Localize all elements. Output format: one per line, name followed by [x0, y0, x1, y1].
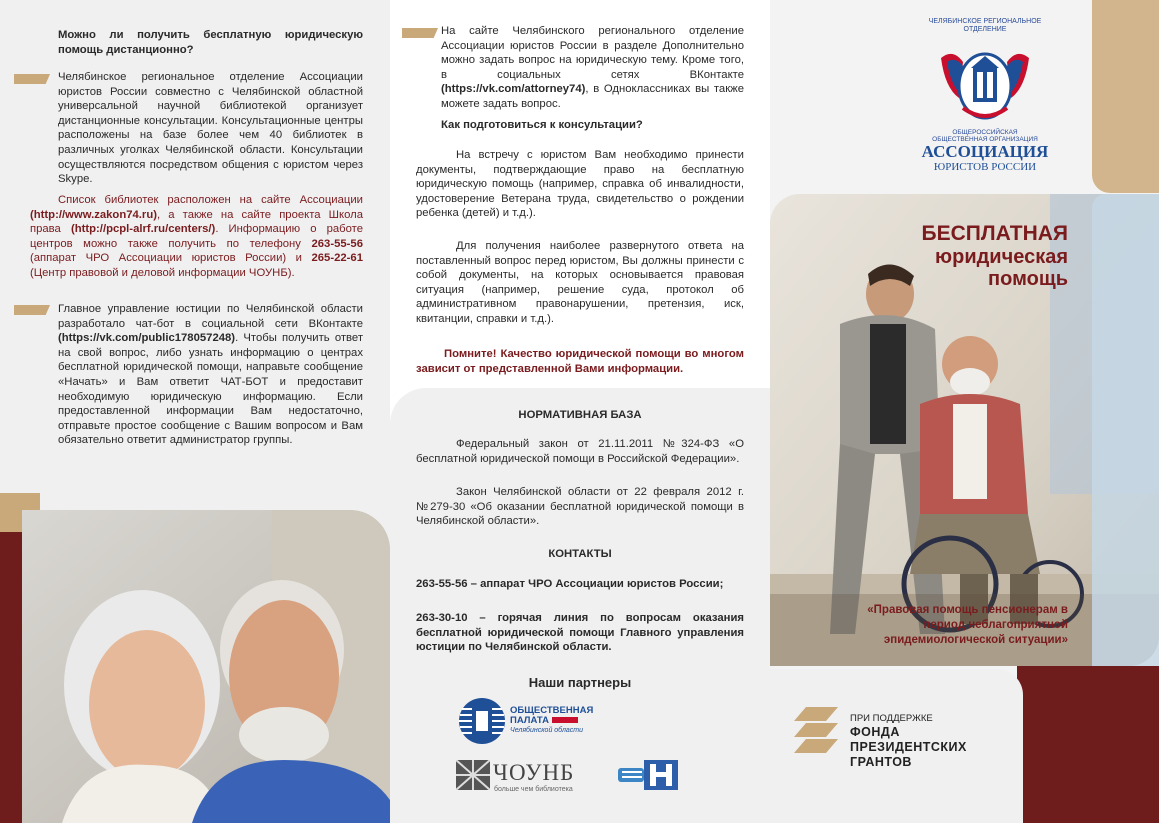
contact-2: 263-30-10 – горячая линия по вопросам оказания бесплатной юридической помощи Главного управления юстиции по Челябинской области.: [416, 612, 744, 654]
chounb-logo-icon[interactable]: [456, 760, 490, 790]
grants-text: ПРИ ПОДДЕРЖКЕ ФОНДА ПРЕЗИДЕНТСКИХ ГРАНТОВ: [850, 713, 967, 769]
paragraph-site-question: На сайте Челябинского регионального отделение Ассоциации юристов России в разделе Дополнительно можно задать вопрос на юридическую тему. Кроме того, в социальных сетях ВКонтакте (https://vk.com/attorney74), в Одноклассниках вы также можете задать вопрос.: [441, 25, 744, 110]
title-line-1: БЕСПЛАТНАЯ: [921, 222, 1068, 245]
normative-law-1: Федеральный закон от 21.11.2011 №324-ФЗ «О бесплатной юридической помощи в Российской Федерации».: [416, 438, 744, 465]
blue-strip: [1092, 194, 1159, 666]
section-marker: [402, 28, 438, 38]
chounb-name: ЧОУНБ: [493, 760, 575, 785]
association-name: АССОЦИАЦИЯ: [921, 142, 1049, 161]
vk-public-link[interactable]: (https://vk.com/public178057248): [58, 332, 236, 345]
grants-logo-icon: [792, 707, 840, 753]
association-emblem-icon: [933, 38, 1037, 126]
section-marker: [14, 74, 50, 84]
contacts-title: КОНТАКТЫ: [548, 548, 612, 560]
public-chamber-name: ОБЩЕСТВЕННАЯ ПАЛАТА Челябинской области: [510, 705, 594, 734]
normative-law-2: Закон Челябинской области от 22 февраля 2012 г. №279-30 «Об оказании бесплатной юридической помощи в Челябинской области».: [416, 486, 744, 528]
middle-panel: [390, 0, 770, 823]
question-prepare: Как подготовиться к консультации?: [441, 119, 643, 131]
paragraph-library-list: Список библиотек расположен на сайте Ассоциации (http://www.zakon74.ru), а также на сайте проекта Школа права (http://pcpl-alrf.ru/centers/). Информацию о работе центров можно также получить по телефону 263-55-56 (аппарат ЧРО Ассоциации юристов России) и 265-22-61 (Центр правовой и деловой информации ЧОУНБ).: [30, 194, 363, 279]
normative-title: НОРМАТИВНАЯ БАЗА: [518, 409, 642, 421]
leaflet-title: [890, 222, 1068, 290]
left-panel: [0, 0, 390, 823]
leaflet-caption: «Правовая помощь пенсионерам в период неблагоприятной эпидемиологической ситуации»: [867, 604, 1068, 646]
paragraph-remote-consult: Челябинское региональное отделение Ассоциации юристов России совместно с Челябинской областной универсальной научной библиотекой организует дистанционные консультации. Консультационные центры расположены на базе более чем 40 библиотек в различных уголках Челябинской области. Консультации осуществляются посредством общения с юристом через Skype.: [58, 71, 363, 186]
pcpl-link[interactable]: (http://pcpl-alrf.ru/centers/): [70, 223, 216, 236]
paragraph-documents: На встречу с юристом Вам необходимо принести документы, подтверждающие право на бесплатную юридическую помощь (например, справка об инвалидности, удостоверение Ветерана труда, свидетельство о рождении ребенка (детей) и т.д.).: [416, 149, 744, 220]
zakon74-link[interactable]: (http://www.zakon74.ru): [30, 208, 157, 221]
tan-corner-block: [1092, 0, 1159, 193]
phone-2: 265-22-61: [311, 252, 363, 265]
paragraph-situation: Для получения наиболее развернутого ответа на поставленный вопрос перед юристом, Вы должны принести с собой документы, на которых основывается правовая ситуация (например, решение суда, протокол об административном правонарушении, претензия, иск, квитанции, справки и т.д.).: [416, 240, 744, 325]
association-name-2: ЮРИСТОВ РОССИИ: [933, 161, 1037, 173]
chounb-tagline: больше чем библиотека: [494, 786, 573, 793]
question-remote: Можно ли получить бесплатную юридическую помощь дистанционно?: [58, 29, 363, 56]
maroon-corner-block: [1017, 666, 1159, 823]
partners-title: Наши партнеры: [528, 675, 632, 690]
remember-note: Помните! Качество юридической помощи во многом зависит от представленной Вами информации.: [416, 348, 744, 375]
elderly-couple-photo: [22, 510, 390, 823]
library-logo-icon[interactable]: [618, 760, 686, 790]
title-line-2: юридическая: [935, 246, 1068, 268]
vk-attorney-link[interactable]: (https://vk.com/attorney74): [441, 83, 586, 96]
maroon-stripe: [0, 532, 22, 823]
paragraph-chatbot: Главное управление юстиции по Челябинской области разработало чат-бот в социальной сети ВКонтакте (https://vk.com/public178057248). Чтобы получить ответ на свой вопрос, либо узнать информацию о центрах бесплатной юридической помощи, направьте сообщение «Начать» и Вам ответит ЧАТ-БОТ и предоставит необходимую юридическую информацию. Если предоставленной информации Вам недостаточно, отправьте простое сообщение с Вашим вопросом и Вам обязательно ответит администратор группы.: [58, 303, 363, 447]
phone-1: 263-55-56: [311, 237, 363, 250]
association-subtitle: ОБЩЕРОССИЙСКАЯ ОБЩЕСТВЕННАЯ ОРГАНИЗАЦИЯ: [932, 129, 1038, 143]
title-line-3: помощь: [988, 268, 1068, 290]
section-marker: [14, 305, 50, 315]
public-chamber-logo-icon[interactable]: [458, 697, 506, 745]
association-header: ЧЕЛЯБИНСКОЕ РЕГИОНАЛЬНОЕ ОТДЕЛЕНИЕ: [928, 18, 1042, 33]
contact-1: 263-55-56 – аппарат ЧРО Ассоциации юристов России;: [416, 578, 724, 590]
right-panel: [770, 0, 1159, 823]
